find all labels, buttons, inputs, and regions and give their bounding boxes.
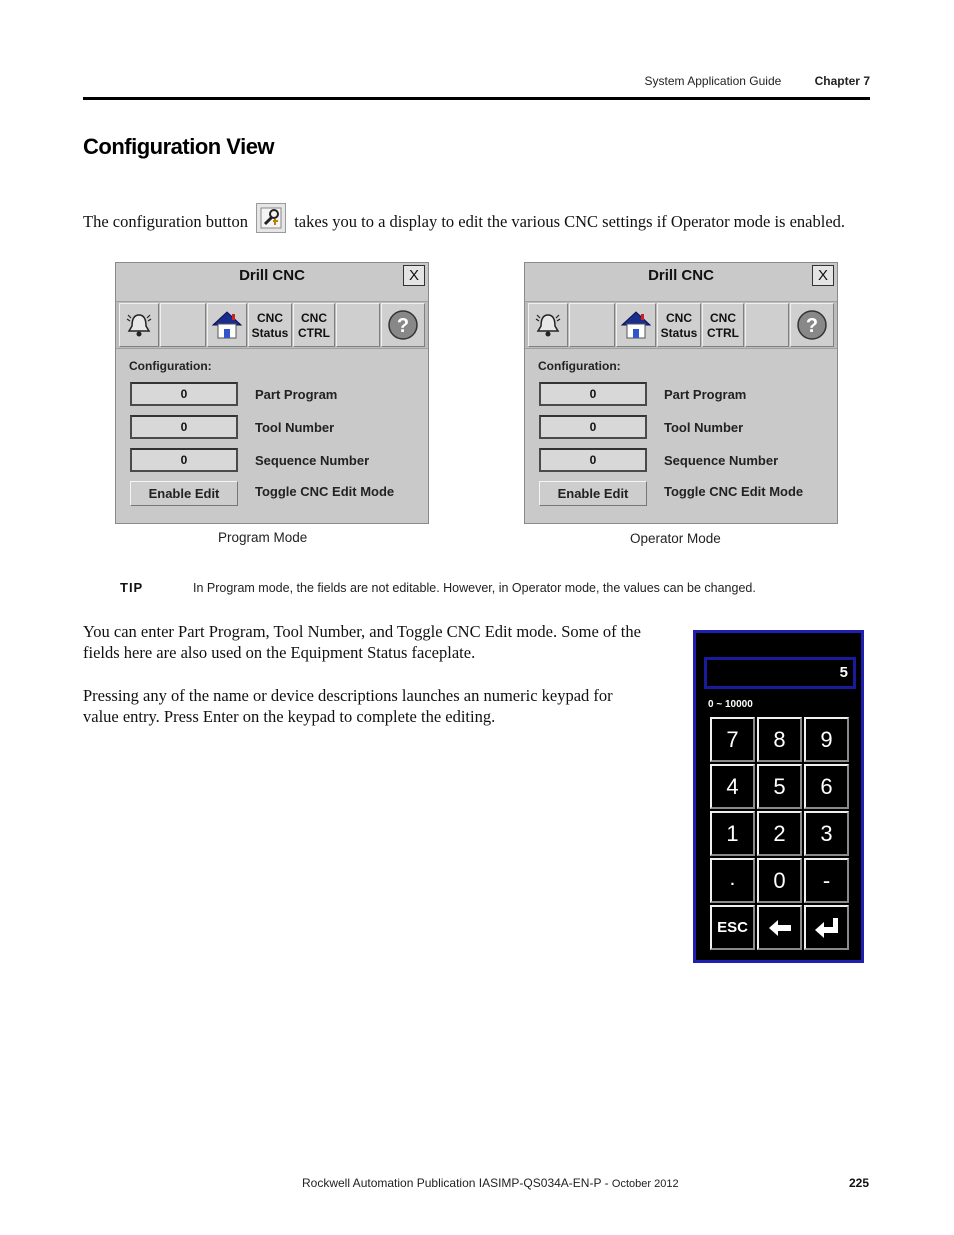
svg-text:?: ? [805, 315, 819, 337]
toggle-edit-mode-label: Toggle CNC Edit Mode [664, 484, 804, 499]
section-title: Configuration View [83, 134, 275, 159]
alarm-bell-button[interactable] [119, 303, 159, 347]
intro-text-after: takes you to a display to edit the various CNC settings if Operator mode is enabled. [294, 212, 846, 231]
part-program-field[interactable]: 0 [539, 382, 647, 406]
header-rule [83, 97, 870, 100]
key-5[interactable]: 5 [757, 764, 802, 809]
header-chapter: Chapter 7 [814, 74, 870, 88]
page-number: 225 [848, 1176, 869, 1190]
body-paragraph-2: Pressing any of the name or device descriptions launches an numeric keypad for value entry. Press Enter on the keypad to complete the editing. [83, 686, 613, 726]
sequence-number-label: Sequence Number [255, 453, 370, 468]
configuration-label: Configuration: [538, 359, 621, 373]
home-button[interactable] [207, 303, 247, 347]
alarm-bell-button[interactable] [528, 303, 568, 347]
key-3[interactable]: 3 [804, 811, 849, 856]
keypad-display[interactable]: 5 [704, 657, 856, 689]
key-0[interactable]: 0 [757, 858, 802, 903]
close-button[interactable]: X [403, 265, 425, 286]
cnc-ctrl-button[interactable] [702, 303, 744, 347]
intro-text-before: The configuration button [83, 212, 248, 231]
blank-toolbar-button[interactable] [336, 303, 380, 347]
key-esc[interactable]: ESC [710, 905, 755, 950]
operator-mode-caption: Operator Mode [630, 531, 721, 546]
close-button[interactable]: X [812, 265, 834, 286]
part-program-label: Part Program [255, 387, 338, 402]
tool-number-field: 0 [130, 415, 238, 439]
panel-title: Drill CNC [648, 267, 714, 284]
drill-cnc-panel-operator-mode [524, 262, 838, 524]
blank-toolbar-button[interactable] [745, 303, 789, 347]
cnc-ctrl-line1: CNC [710, 311, 736, 325]
alarm-bell-icon [533, 310, 563, 340]
cnc-ctrl-line2: CTRL [707, 326, 739, 340]
key-decimal[interactable]: . [710, 858, 755, 903]
cnc-status-line1: CNC [257, 311, 283, 325]
enable-edit-button[interactable]: Enable Edit [539, 481, 647, 506]
blank-toolbar-button[interactable] [160, 303, 206, 347]
help-button[interactable] [790, 303, 834, 347]
footer-date: October 2012 [611, 1178, 679, 1190]
drill-cnc-panel-program-mode [115, 262, 429, 524]
help-icon [387, 309, 419, 341]
cnc-status-line1: CNC [666, 311, 692, 325]
home-icon [620, 309, 652, 341]
sequence-number-field: 0 [130, 448, 238, 472]
key-enter[interactable] [804, 905, 849, 950]
key-2[interactable]: 2 [757, 811, 802, 856]
tip-label: TIP [120, 580, 144, 595]
running-header [645, 74, 870, 88]
part-program-label[interactable]: Part Program [664, 387, 747, 402]
cnc-ctrl-line1: CNC [301, 311, 327, 325]
svg-text:?: ? [396, 315, 410, 337]
blank-toolbar-button[interactable] [569, 303, 615, 347]
help-button[interactable] [381, 303, 425, 347]
key-minus[interactable]: - [804, 858, 849, 903]
numeric-keypad [693, 630, 864, 963]
cnc-status-line2: Status [660, 326, 698, 340]
help-icon [796, 309, 828, 341]
enable-edit-button[interactable]: Enable Edit [130, 481, 238, 506]
key-4[interactable]: 4 [710, 764, 755, 809]
keypad-range: 0 ~ 10000 [708, 699, 753, 710]
tool-number-field[interactable]: 0 [539, 415, 647, 439]
home-icon [211, 309, 243, 341]
key-7[interactable]: 7 [710, 717, 755, 762]
header-guide-title: System Application Guide [644, 74, 782, 88]
home-button[interactable] [616, 303, 656, 347]
cnc-status-button[interactable] [248, 303, 292, 347]
configuration-label: Configuration: [129, 359, 212, 373]
key-9[interactable]: 9 [804, 717, 849, 762]
intro-paragraph [83, 203, 853, 233]
backspace-arrow-icon [767, 918, 793, 938]
panel-title: Drill CNC [239, 267, 305, 284]
tip-text: In Program mode, the fields are not editable. However, in Operator mode, the values can be changed. [193, 581, 756, 595]
key-1[interactable]: 1 [710, 811, 755, 856]
program-mode-caption: Program Mode [218, 530, 308, 545]
cnc-status-button[interactable] [657, 303, 701, 347]
toggle-edit-mode-label: Toggle CNC Edit Mode [255, 484, 395, 499]
footer-publication-text: Rockwell Automation Publication IASIMP-QS034A-EN-P - [302, 1176, 612, 1190]
configuration-button-icon [256, 203, 286, 233]
panel-toolbar [525, 301, 837, 349]
body-paragraph-1: You can enter Part Program, Tool Number, and Toggle CNC Edit mode. Some of the fields here are also used on the Equipment Status faceplate. [83, 622, 641, 662]
sequence-number-field[interactable]: 0 [539, 448, 647, 472]
alarm-bell-icon [124, 310, 154, 340]
sequence-number-label[interactable]: Sequence Number [664, 453, 779, 468]
key-backspace[interactable] [757, 905, 802, 950]
cnc-ctrl-button[interactable] [293, 303, 335, 347]
tool-number-label[interactable]: Tool Number [664, 420, 744, 435]
tool-number-label: Tool Number [255, 420, 335, 435]
footer-publication [302, 1176, 679, 1190]
cnc-status-line2: Status [251, 326, 289, 340]
panel-toolbar [116, 301, 428, 349]
key-8[interactable]: 8 [757, 717, 802, 762]
key-6[interactable]: 6 [804, 764, 849, 809]
enter-arrow-icon [813, 916, 841, 940]
part-program-field: 0 [130, 382, 238, 406]
cnc-ctrl-line2: CTRL [298, 326, 330, 340]
